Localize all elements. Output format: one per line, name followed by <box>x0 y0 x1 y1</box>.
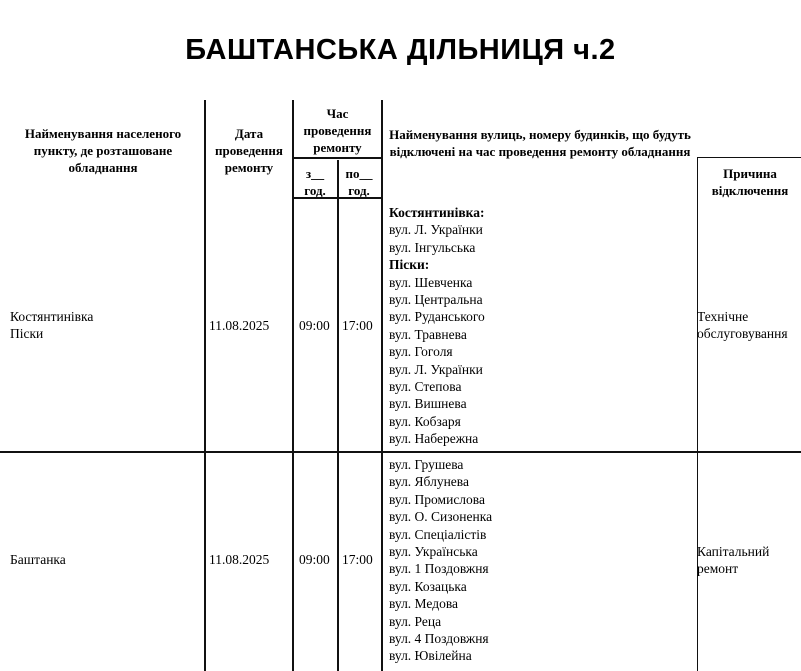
table-row-date: 11.08.2025 <box>209 318 270 333</box>
street-item: вул. О. Сизоненка <box>389 509 493 525</box>
table-row-settlement <box>10 308 93 343</box>
reason-line: обслуговування <box>697 326 788 342</box>
table-row-settlement <box>10 551 66 568</box>
header-to: по__ год. <box>345 166 373 198</box>
street-item: вул. 1 Поздовжня <box>389 561 489 577</box>
settlement-subheading: Костянтинівка: <box>389 205 485 220</box>
street-item: вул. Набережна <box>389 431 479 447</box>
col-divider <box>204 100 206 671</box>
table-row-reason <box>697 543 769 578</box>
street-list <box>389 456 492 665</box>
street-item: вул. 4 Поздовжня <box>389 631 489 647</box>
street-item: вул. Л. Українки <box>389 361 483 377</box>
settlement-line: Костянтинівка <box>10 309 94 324</box>
street-item: вул. Ювілейна <box>389 648 472 664</box>
street-item: вул. Вишнева <box>389 396 467 412</box>
street-item: вул. Козацька <box>389 578 467 594</box>
header-time: Час проведення ремонту <box>303 106 372 155</box>
header-reason: Причина відключення <box>711 166 789 198</box>
street-item: вул. Л. Українки <box>389 222 483 238</box>
table-row-to: 17:00 <box>342 552 373 567</box>
street-item: вул. Спеціалістів <box>389 526 487 542</box>
header-streets: Найменування вулиць, номеру будинків, що будуть відключені на час проведення ремонту обладнання <box>389 127 691 159</box>
settlement-line: Баштанка <box>10 552 66 567</box>
reason-line: Технічне <box>697 309 749 324</box>
street-item: вул. Травнева <box>389 326 467 342</box>
col-divider <box>697 157 698 671</box>
settlement-subheading: Піски: <box>389 257 430 273</box>
street-item: вул. Шевченка <box>389 274 473 290</box>
table-row-from: 09:00 <box>299 318 330 333</box>
col-divider <box>337 160 339 671</box>
header-divider <box>697 157 801 158</box>
street-item: вул. Гоголя <box>389 344 453 360</box>
street-list <box>389 204 485 448</box>
col-divider <box>292 100 294 671</box>
header-from: з__ год. <box>304 166 326 198</box>
street-item: вул. Степова <box>389 379 462 395</box>
street-item: вул. Українська <box>389 544 478 560</box>
table-row-from: 09:00 <box>299 552 330 567</box>
header-date: Дата проведення ремонту <box>215 126 283 175</box>
header-divider <box>293 157 382 159</box>
street-item: вул. Центральна <box>389 292 483 308</box>
street-item: вул. Медова <box>389 596 459 612</box>
header-settlement: Найменування населеного пункту, де розташоване обладнання <box>24 126 182 175</box>
settlement-line: Піски <box>10 326 44 342</box>
page-title: БАШТАНСЬКА ДІЛЬНИЦЯ ч.2 <box>185 34 616 66</box>
table-row-reason <box>697 308 788 343</box>
reason-line: Капітальний <box>697 544 770 559</box>
reason-line: ремонт <box>697 561 739 577</box>
street-item: вул. Промислова <box>389 491 485 507</box>
street-item: вул. Яблунева <box>389 474 469 490</box>
table-row-to: 17:00 <box>342 318 373 333</box>
street-item: вул. Кобзаря <box>389 413 461 429</box>
row-divider <box>0 451 801 453</box>
col-divider <box>381 100 383 671</box>
street-item: вул. Реца <box>389 613 442 629</box>
street-item: вул. Інгульська <box>389 239 476 255</box>
street-item: вул. Руданського <box>389 309 485 325</box>
table-row-date: 11.08.2025 <box>209 552 270 567</box>
street-item: вул. Грушева <box>389 457 464 472</box>
